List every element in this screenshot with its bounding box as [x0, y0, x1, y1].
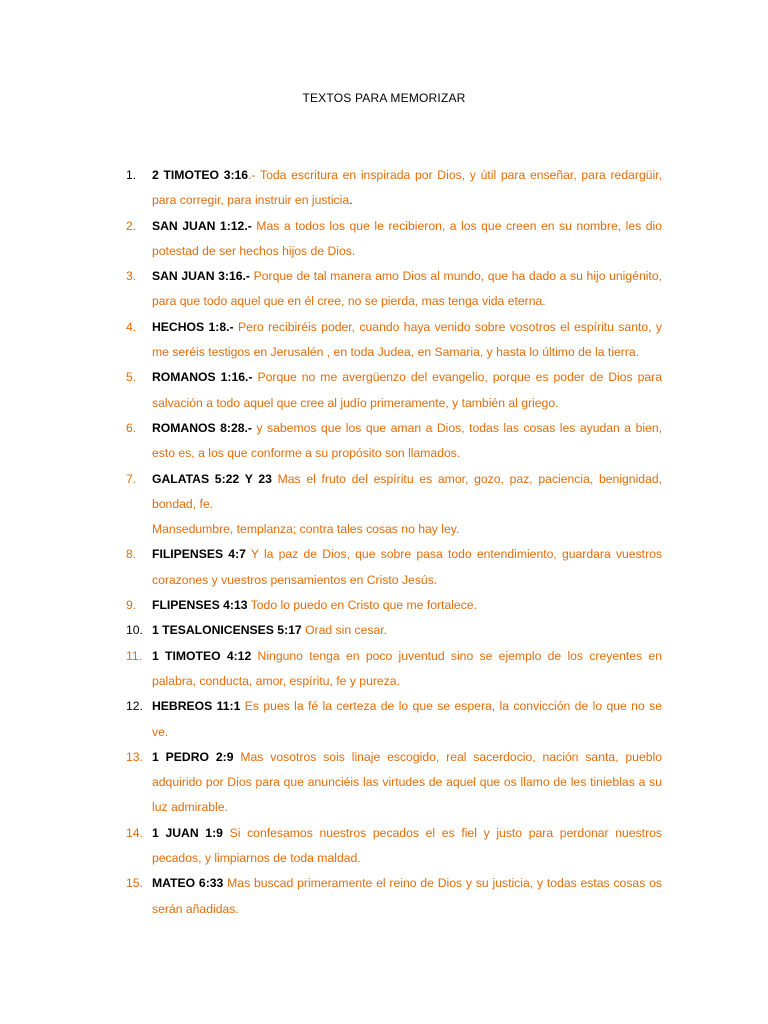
verse-reference: SAN JUAN 1:12.-	[152, 218, 252, 233]
verse-text: Mas el fruto del espíritu es amor, gozo, paz, paciencia, benignidad, bondad, fe.	[152, 471, 663, 511]
verse-number: 2.	[126, 218, 137, 233]
verse-item	[126, 467, 662, 543]
document-title: TEXTOS PARA MEMORIZAR	[302, 91, 466, 105]
verse-text: Mas vosotros sois linaje escogido, real sacerdocio, nación santa, pueblo adquirido por Dios para que anunciéis las virtudes de aquel que os llamo de les tinieblas a su luz admirable.	[152, 749, 663, 815]
verse-reference: 1 TIMOTEO 4:12	[152, 648, 252, 663]
verse-number: 4.	[126, 319, 137, 334]
verse-text: Y la paz de Dios, que sobre pasa todo entendimiento, guardara vuestros corazones y vuestros pensamientos en Cristo Jesús.	[152, 547, 663, 587]
verse-item	[126, 416, 662, 467]
verse-number: 12.	[126, 699, 143, 714]
verse-text: Es pues la fé la certeza de lo que se espera, la convicción de lo que no se ve.	[152, 699, 662, 739]
verse-item	[126, 644, 662, 695]
verse-item	[126, 315, 662, 366]
verse-text: Mas buscad primeramente el reino de Dios y su justicia, y todas estas cosas os serán añadidas.	[152, 876, 662, 916]
verse-reference: 1 TESALONICENSES 5:17	[152, 623, 302, 638]
verse-text: Si confesamos nuestros pecados el es fiel y justo para perdonar nuestros pecados, y limpiarnos de toda maldad.	[152, 825, 662, 866]
verse-text: Ninguno tenga en poco juventud sino se ejemplo de los creyentes en palabra, conducta, amor, espíritu, fe y pureza.	[152, 648, 662, 688]
verse-text: Orad sin cesar.	[301, 623, 388, 638]
verse-tail: .	[349, 193, 353, 208]
verse-text: y sabemos que los que aman a Dios, todas las cosas les ayudan a bien, esto es, a los que conforme a su propósito son llamados.	[152, 420, 662, 461]
verse-item	[126, 163, 662, 214]
verse-reference: FILIPENSES 4:7	[152, 547, 246, 562]
verse-reference: MATEO 6:33	[152, 876, 224, 891]
verse-list	[126, 163, 662, 922]
verse-reference: HEBREOS 11:1	[152, 699, 241, 714]
verse-item	[126, 821, 662, 872]
verse-reference: ROMANOS 8:28.-	[152, 420, 252, 435]
verse-number: 8.	[126, 547, 137, 562]
verse-item	[126, 745, 662, 821]
verse-number: 7.	[126, 471, 137, 486]
verse-item	[126, 871, 662, 922]
verse-reference: GALATAS 5:22 Y 23	[152, 471, 272, 486]
verse-reference: 2 TIMOTEO 3:16	[152, 168, 249, 182]
verse-extra-line: Mansedumbre, templanza; contra tales cosas no hay ley.	[152, 522, 460, 537]
verse-text: Porque de tal manera amo Dios al mundo, que ha dado a su hijo unigénito, para que todo aquel que en él cree, no se pierda, mas tenga vida eterna.	[152, 269, 662, 309]
verse-reference: ROMANOS 1:16.-	[152, 370, 253, 385]
verse-number: 9.	[126, 598, 137, 613]
verse-number: 6.	[126, 420, 137, 435]
verse-reference: SAN JUAN 3:16.-	[152, 269, 250, 284]
verse-number: 15.	[126, 876, 143, 891]
verse-item	[126, 694, 662, 745]
verse-reference: FLIPENSES 4:13	[152, 598, 248, 613]
verse-text: Porque no me avergüenzo del evangelio, porque es poder de Dios para salvación a todo aquel que cree al judío primeramente, y también al griego.	[152, 370, 663, 410]
verse-text: Todo lo puedo en Cristo que me fortalece.	[247, 598, 477, 613]
verse-text: Pero recibiréis poder, cuando haya venido sobre vosotros el espíritu santo, y me seréis testigos en Jerusalén , en toda Judea, en Samaria, y hasta lo último de la tierra.	[152, 319, 662, 360]
verse-number: 14.	[126, 825, 143, 840]
verse-number: 13.	[126, 749, 143, 764]
verse-number: 11.	[126, 648, 143, 663]
verse-item	[126, 214, 662, 265]
verse-text: Mas a todos los que le recibieron, a los que creen en su nombre, les dio potestad de ser hechos hijos de Dios.	[152, 218, 662, 258]
verse-reference: 1 PEDRO 2:9	[152, 749, 234, 764]
verse-item	[126, 593, 662, 618]
verse-item	[126, 365, 662, 416]
verse-number: 5.	[126, 370, 137, 385]
verse-item	[126, 618, 662, 643]
verse-item	[126, 542, 662, 593]
verse-number: 3.	[126, 269, 137, 284]
verse-item	[126, 264, 662, 315]
verse-number: 10.	[126, 623, 143, 638]
verse-reference: 1 JUAN 1:9	[152, 825, 223, 840]
verse-text: .- Toda escritura en inspirada por Dios, y útil para enseñar, para redargüir, para corregir, para instruir en justicia	[152, 168, 662, 208]
verse-reference: HECHOS 1:8.-	[152, 319, 234, 334]
verse-number: 1.	[126, 168, 137, 182]
